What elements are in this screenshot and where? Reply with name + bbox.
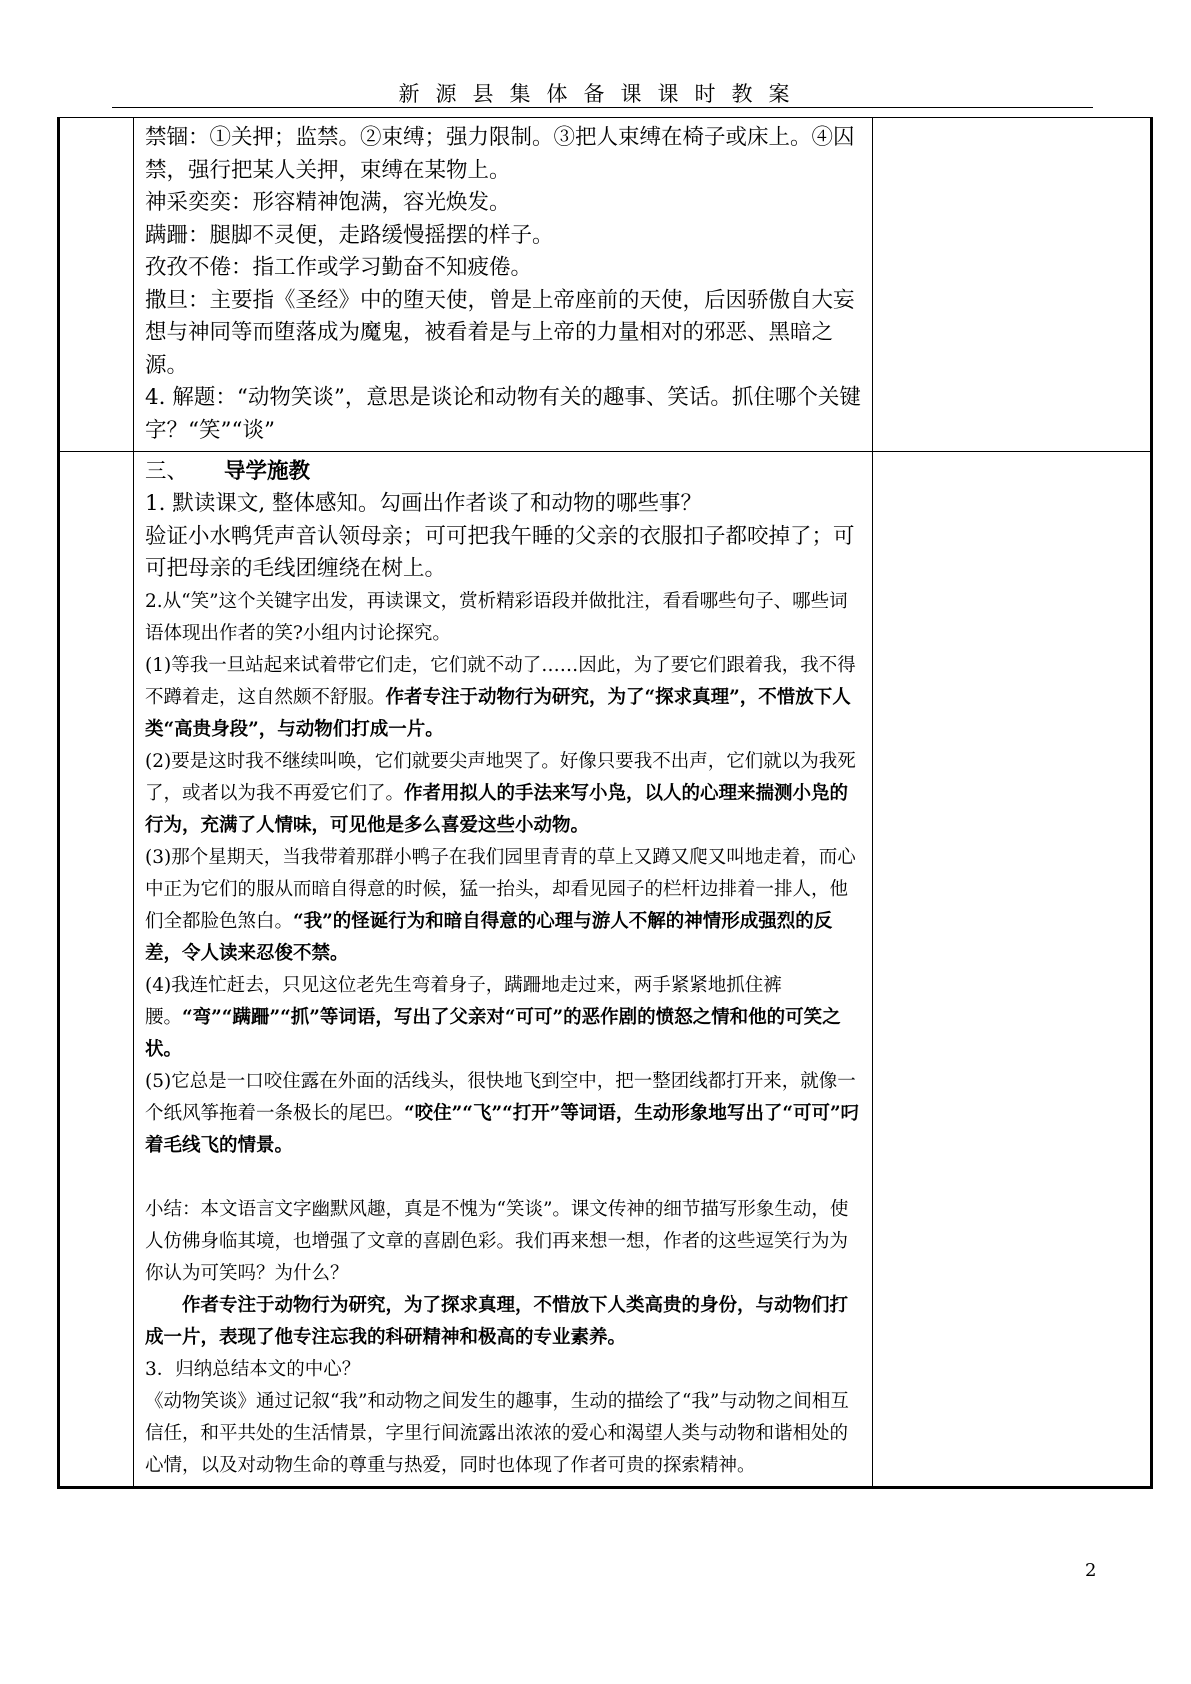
quoted-passage: (1)等我一旦站起来试着带它们走，它们就不动了……因此，为了要它们跟着我，我不得不蹲着走，这自然颇不舒服。 [145,654,856,708]
question-3: 3．归纳总结本文的中心？ [145,1358,361,1380]
vocab-line: 孜孜不倦：指工作或学习勤奋不知疲倦。 [145,255,533,280]
analysis-item [145,746,863,842]
vocabulary-cell [134,118,873,452]
left-margin-cell [59,118,134,452]
analysis-item [145,970,863,1066]
summary: 小结：本文语言文字幽默风趣，真是不愧为“笑谈”。课文传神的细节描写形象生动，使人仿佛身临其境，也增强了文章的喜剧色彩。我们再来想一想，作者的这些逗笑行为为你认为可笑吗？为什么？ [145,1198,849,1284]
table-row-teaching [59,452,1152,1488]
analysis-note: “弯”“蹒跚”“抓”等词语，写出了父亲对“可可”的恶作剧的愤怒之情和他的可笑之状。 [145,1006,841,1060]
analysis-item [145,842,863,970]
page-header-title: 新源县集体备课课时教案 [398,82,806,106]
quoted-passage: (4)我连忙赶去，只见这位老先生弯着身子，蹒跚地走过来，两手紧紧地抓住裤腰。 [145,974,782,1028]
quoted-passage: (5)它总是一口咬住露在外面的活线头，很快地飞到空中，把一整团线都打开来，就像一个纸风筝拖着一条极长的尾巴。 [145,1070,856,1124]
title-explanation: 4. 解题：“动物笑谈”，意思是谈论和动物有关的趣事、笑话。抓住哪个关键字？“笑”“谈” [145,385,861,443]
summary-answer: 作者专注于动物行为研究，为了探求真理，不惜放下人类高贵的身份，与动物们打成一片，表现了他专注忘我的科研精神和极高的专业素养。 [145,1294,849,1348]
section-number: 三、 [145,459,189,484]
table-row-vocabulary [59,118,1152,452]
analysis-note: “我”的怪诞行为和暗自得意的心理与游人不解的神情形成强烈的反差，令人读来忍俊不禁。 [145,910,833,964]
vocab-line: 神采奕奕：形容精神饱满，容光焕发。 [145,190,511,215]
header-rule [112,107,1093,108]
section-heading [145,456,863,488]
analysis-note: 作者用拟人的手法来写小凫，以人的心理来揣测小凫的行为，充满了人情味，可见他是多么喜爱这些小动物。 [145,782,849,836]
vocab-line: 蹒跚：腿脚不灵便，走路缓慢摇摆的样子。 [145,222,554,248]
quoted-passage: (3)那个星期天，当我带着那群小鸭子在我们园里青青的草上又蹲又爬又叫地走着，而心中正为它们的服从而暗自得意的时候，猛一抬头，却看见园子的栏杆边排着一排人，他们全都脸色煞白。 [145,846,856,932]
vocab-line: 禁锢：①关押；监禁。②束缚；强力限制。③把人束缚在椅子或床上。④囚禁，强行把某人关押，束缚在某物上。 [145,125,855,183]
answer-3: 《动物笑谈》通过记叙“我”和动物之间发生的趣事，生动的描绘了“我”与动物之间相互信任，和平共处的生活情景，字里行间流露出浓浓的爱心和渴望人类与动物和谐相处的心情，以及对动物生命的尊重与热爱，同时也体现了作者可贵的探索精神。 [145,1390,849,1476]
analysis-note: “咬住”“飞”“打开”等词语，生动形象地写出了“可可”叼着毛线飞的情景。 [145,1102,860,1156]
blank-line [145,1162,863,1194]
left-margin-cell [59,452,134,1488]
lesson-plan-table [57,117,1153,1489]
analysis-note: 作者专注于动物行为研究，为了“探求真理”，不惜放下人类“高贵身段”，与动物们打成一片。 [145,686,851,740]
quoted-passage: (2)要是这时我不继续叫唤，它们就要尖声地哭了。好像只要我不出声，它们就以为我死了，或者以为我不再爱它们了。 [145,750,856,804]
question-1: 1. 默读课文, 整体感知。勾画出作者谈了和动物的哪些事？ [145,491,703,516]
answer-1: 验证小水鸭凭声音认领母亲；可可把我午睡的父亲的衣服扣子都咬掉了；可可把母亲的毛线团缠绕在树上。 [145,523,855,581]
teaching-cell [134,452,873,1488]
notes-cell [873,452,1152,1488]
page-number: 2 [1085,1560,1097,1581]
analysis-item [145,1066,863,1162]
question-2: 2.从“笑”这个关键字出发，再读课文，赏析精彩语段并做批注，看看哪些句子、哪些词语体现出作者的笑?小组内讨论探究。 [145,590,848,644]
section-title: 导学施教 [224,459,311,484]
analysis-item [145,650,863,746]
vocab-line: 撒旦：主要指《圣经》中的堕天使，曾是上帝座前的天使，后因骄傲自大妄想与神同等而堕落成为魔鬼，被看着是与上帝的力量相对的邪恶、黑暗之源。 [145,287,855,378]
notes-cell [873,118,1152,452]
